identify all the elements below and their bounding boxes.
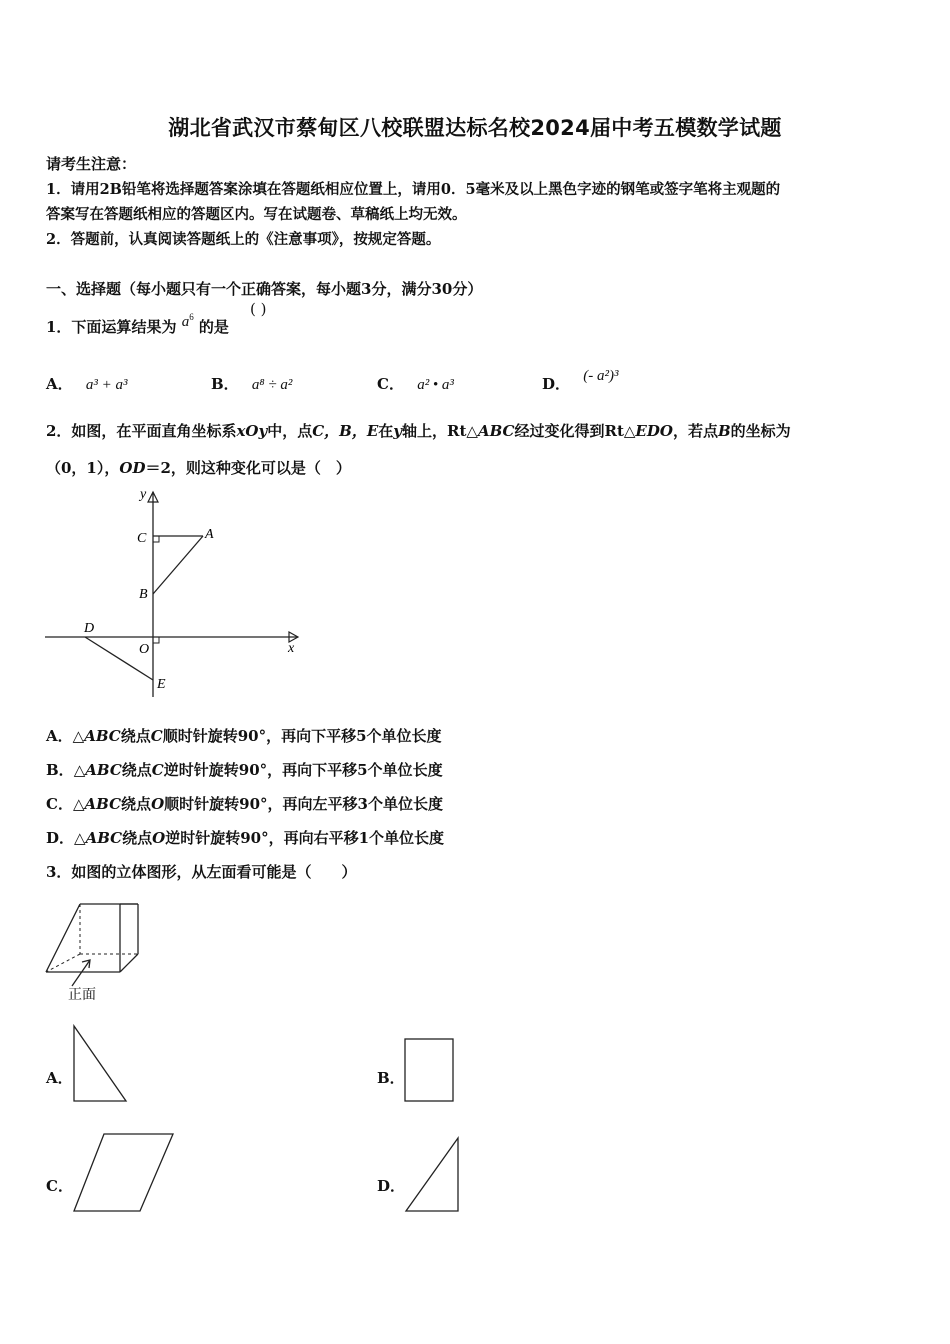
label-a: A xyxy=(205,527,214,542)
q2-s2a: （0，1）， xyxy=(46,459,120,477)
q2-s1m: 的坐标为 xyxy=(730,422,791,440)
q3-stem: 3．如图的立体图形，从左面看可能是（ ） xyxy=(46,863,357,881)
q2-s1f: y xyxy=(393,422,402,440)
q2-oc-label: C． xyxy=(46,795,73,813)
q2-option-a[interactable] xyxy=(46,725,442,746)
label-e: E xyxy=(157,677,166,692)
q2-oa-pre: △ xyxy=(72,727,85,745)
q2-s1a: 2．如图，在平面直角坐标系 xyxy=(46,422,237,440)
q2-oa-post: 顺时针旋转90°，再向下平移5个单位长度 xyxy=(162,727,442,745)
q2-s1d: C，B，E xyxy=(312,422,379,440)
q2-ob-label: B． xyxy=(46,761,74,779)
q2-option-b[interactable] xyxy=(46,759,443,780)
right-angle-o xyxy=(153,637,159,643)
q3-option-d-shape[interactable] xyxy=(402,1134,464,1216)
q2-od-post: 逆时针旋转90°，再向右平移1个单位长度 xyxy=(165,829,445,847)
q2-od-pt: O xyxy=(152,829,166,847)
q2-s1i: 经过变化得到Rt△ xyxy=(514,422,636,440)
q2-option-c[interactable] xyxy=(46,793,443,814)
q2-ob-post: 逆时针旋转90°，再向下平移5个单位长度 xyxy=(163,761,443,779)
q2-oc-mid: 绕点 xyxy=(121,795,152,813)
q2-od-pre: △ xyxy=(74,829,86,847)
front-label: 正面 xyxy=(68,987,96,1003)
q2-ob-pt: C xyxy=(151,761,164,779)
q2-s1c: 中，点 xyxy=(267,422,313,440)
q1-option-c[interactable] xyxy=(377,373,454,394)
segment-ab xyxy=(153,536,203,594)
q3-option-c-label[interactable]: C． xyxy=(46,1177,73,1195)
q1-answer-paren: ( ) xyxy=(250,300,267,318)
q2-s1g: 轴上，Rt△ xyxy=(402,422,478,440)
label-b: B xyxy=(139,587,148,602)
q2-s1e: 在 xyxy=(378,422,394,440)
front-arrow-icon xyxy=(72,960,90,986)
page-title: 湖北省武汉市蔡甸区八校联盟达标名校2024届中考五模数学试题 xyxy=(168,116,782,140)
q2-oc-pt: O xyxy=(151,795,165,813)
q2-ob-tri: ABC xyxy=(85,761,122,779)
q2-oa-mid: 绕点 xyxy=(120,727,151,745)
q1-power xyxy=(182,314,194,330)
notice-line-1a: 1．请用2B铅笔将选择题答案涂填在答题纸相应位置上，请用0．5毫米及以上黑色字迹的钢笔或签字笔将主观题的 xyxy=(46,181,781,198)
q3-option-a-shape[interactable] xyxy=(70,1022,132,1106)
q1-stem xyxy=(46,312,229,337)
q1-stem-b: 的是 xyxy=(198,318,229,336)
q1-option-d-label: D． xyxy=(542,375,571,393)
q2-od-label: D． xyxy=(46,829,75,847)
notice-heading: 请考生注意： xyxy=(46,155,137,173)
prism-edge xyxy=(120,954,138,972)
q2-stem-line2 xyxy=(46,457,351,478)
q2-s1j: EDO xyxy=(635,422,673,440)
q2-oa-tri: ABC xyxy=(84,727,121,745)
label-c: C xyxy=(137,531,147,546)
q2-oc-pre: △ xyxy=(72,795,85,813)
q3-option-a-label[interactable]: A． xyxy=(46,1069,73,1087)
prism-edge xyxy=(46,904,80,972)
q1-option-b-label: B． xyxy=(211,375,239,393)
section-heading: 一、选择题（每小题只有一个正确答案，每小题3分，满分30分） xyxy=(46,280,483,298)
q3-prism-figure xyxy=(42,898,152,1004)
q1-exp: 6 xyxy=(189,312,194,322)
q2-ob-pre: △ xyxy=(73,761,86,779)
q2-s1b: xOy xyxy=(236,422,268,440)
q1-option-a-label: A． xyxy=(46,375,73,393)
label-x: x xyxy=(288,641,295,656)
right-triangle-shape xyxy=(406,1138,458,1211)
label-o: O xyxy=(139,642,150,657)
q1-option-c-expr: a² • a³ xyxy=(417,377,454,393)
label-d: D xyxy=(84,621,95,636)
q2-s1k: ，若点 xyxy=(672,422,718,440)
q2-s1l: B xyxy=(717,422,731,440)
q3-option-d-label[interactable]: D． xyxy=(377,1177,406,1195)
q2-od-tri: ABC xyxy=(85,829,123,847)
q2-od-mid: 绕点 xyxy=(122,829,153,847)
label-y: y xyxy=(140,487,147,502)
right-triangle-shape xyxy=(74,1026,126,1101)
q3-option-b-label[interactable]: B． xyxy=(377,1069,405,1087)
q3-option-c-shape[interactable] xyxy=(70,1130,178,1216)
q2-s1h: ABC xyxy=(477,422,515,440)
q1-option-a-expr: a³ + a³ xyxy=(85,377,128,393)
q2-oa-label: A． xyxy=(46,727,73,745)
q1-base: a xyxy=(181,314,190,330)
q1-option-b-expr: a⁸ ÷ a² xyxy=(251,377,293,393)
q1-stem-a: 1．下面运算结果为 xyxy=(46,318,177,336)
q2-option-d[interactable] xyxy=(46,827,444,848)
q1-option-d-expr: (- a²)³ xyxy=(583,368,619,384)
q2-stem-line1 xyxy=(46,420,791,441)
q1-option-d[interactable] xyxy=(542,368,619,394)
rectangle-shape xyxy=(405,1039,453,1101)
q2-oc-post: 顺时针旋转90°，再向左平移3个单位长度 xyxy=(164,795,443,813)
parallelogram-shape xyxy=(74,1134,173,1211)
q3-option-b-shape[interactable] xyxy=(402,1036,458,1106)
q2-coordinate-figure xyxy=(40,482,310,704)
q2-oc-tri: ABC xyxy=(84,795,122,813)
q1-option-b[interactable] xyxy=(211,373,292,394)
notice-line-1b: 答案写在答题纸相应的答题区内。写在试题卷、草稿纸上均无效。 xyxy=(46,206,467,223)
q2-s2b: OD xyxy=(119,459,146,477)
q2-oa-pt: C xyxy=(150,727,163,745)
q2-ob-mid: 绕点 xyxy=(121,761,152,779)
notice-line-2: 2．答题前，认真阅读答题纸上的《注意事项》，按规定答题。 xyxy=(46,231,441,248)
q1-option-a[interactable] xyxy=(46,373,128,394)
q2-s2c: ＝2，则这种变化可以是（ ） xyxy=(145,459,351,477)
q1-option-c-label: C． xyxy=(377,375,404,393)
right-angle-c xyxy=(153,536,159,542)
